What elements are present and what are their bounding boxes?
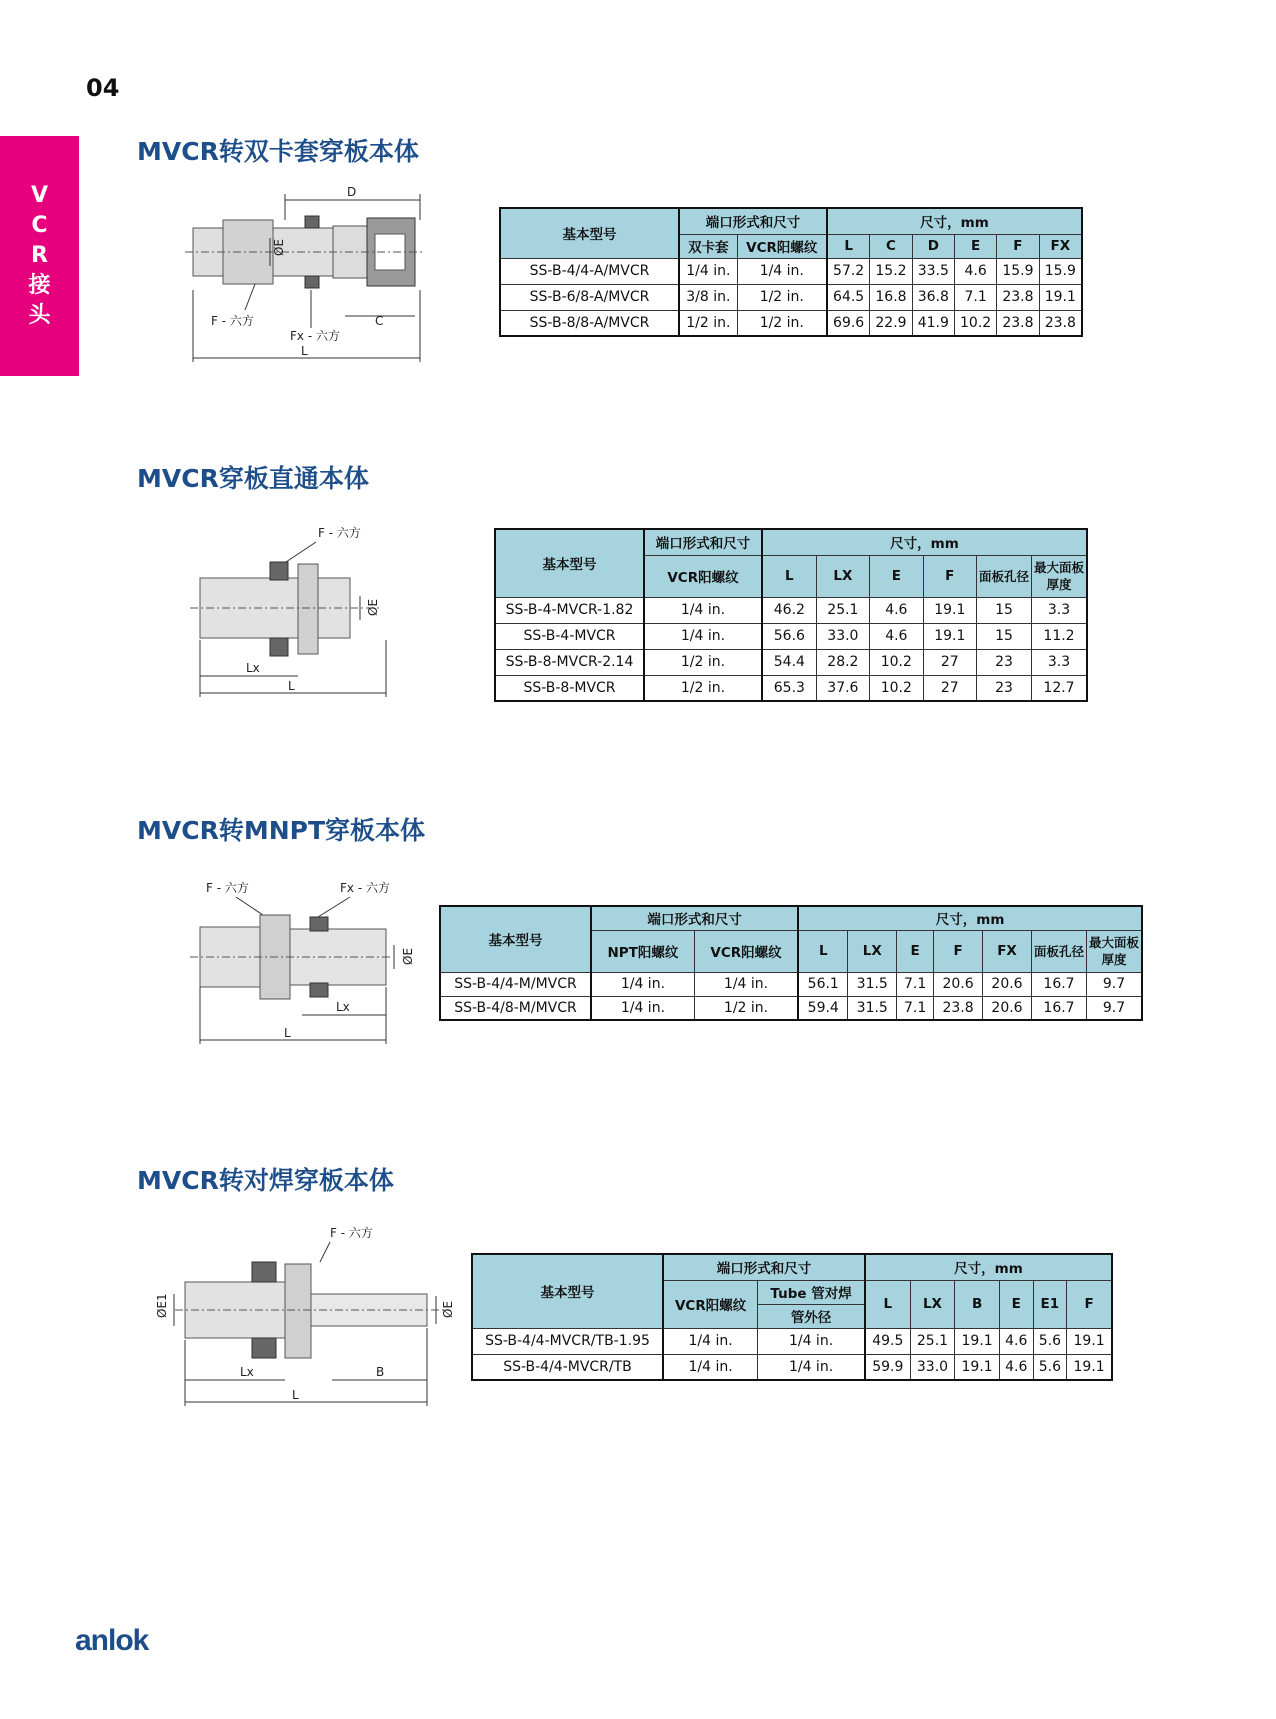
dim-label-l: L (292, 1388, 299, 1402)
cell: 1/2 in. (679, 310, 737, 336)
spec-table-3 (439, 905, 1143, 1021)
side-tab-char: 头 (28, 303, 51, 328)
cell: 20.6 (983, 972, 1032, 996)
dim-label-lx: Lx (240, 1365, 254, 1379)
table-row (495, 649, 1087, 675)
dim-label-e: ØE (441, 1300, 455, 1318)
cell: 1/4 in. (694, 972, 798, 996)
cell: 19.1 (1067, 1354, 1112, 1380)
cell: 23.8 (997, 310, 1039, 336)
col-header-model: 基本型号 (440, 906, 591, 972)
dim-label-c: C (375, 314, 384, 328)
col-header: LX (910, 1280, 955, 1328)
cell: 10.2 (870, 649, 923, 675)
cell: 7.1 (897, 972, 934, 996)
cell: 27 (923, 649, 976, 675)
cell: 1/4 in. (758, 1328, 865, 1354)
cell: 23.8 (1039, 310, 1082, 336)
side-tab-char: R (31, 243, 48, 268)
cell: SS-B-4-MVCR (495, 623, 644, 649)
col-header-model: 基本型号 (495, 529, 644, 597)
col-header: 最大面板厚度 (1032, 555, 1088, 597)
cell: 7.1 (897, 996, 934, 1020)
cell: 15 (977, 623, 1032, 649)
spec-table-2 (494, 528, 1088, 702)
cell: 1/2 in. (737, 284, 827, 310)
dim-label-d: D (347, 185, 357, 199)
table-row (440, 996, 1142, 1020)
col-header-model: 基本型号 (472, 1254, 663, 1328)
cell: 33.0 (910, 1354, 955, 1380)
dim-label-b: B (376, 1365, 385, 1379)
fitting-diagram-3 (190, 875, 430, 1055)
cell: 7.1 (954, 284, 996, 310)
col-header: L (798, 930, 848, 972)
cell: SS-B-8/8-A/MVCR (500, 310, 679, 336)
cell: 1/4 in. (679, 258, 737, 284)
col-header: E (999, 1280, 1033, 1328)
col-header: F (923, 555, 976, 597)
dim-label-lx: Lx (246, 661, 260, 675)
col-header: C (870, 234, 912, 258)
spec-table-4 (471, 1253, 1113, 1381)
cell: 19.1 (955, 1328, 1000, 1354)
side-tab-char: C (31, 213, 48, 238)
spec-table-1 (499, 207, 1083, 337)
cell: 54.4 (762, 649, 816, 675)
col-header-port: 端口形式和尺寸 (679, 208, 827, 234)
col-header: 双卡套 (679, 234, 737, 258)
cell: 16.7 (1032, 972, 1087, 996)
cell: 19.1 (955, 1354, 1000, 1380)
side-tab-char: 接 (28, 273, 51, 298)
cell: SS-B-4/4-MVCR/TB (472, 1354, 663, 1380)
col-header: FX (1039, 234, 1082, 258)
col-header: 最大面板厚度 (1087, 930, 1143, 972)
cell: 31.5 (848, 972, 897, 996)
cell: 3/8 in. (679, 284, 737, 310)
cell: 1/4 in. (758, 1354, 865, 1380)
cell: SS-B-4/8-M/MVCR (440, 996, 591, 1020)
col-header-dim: 尺寸，mm (762, 529, 1087, 555)
col-header: NPT阳螺纹 (591, 930, 694, 972)
cell: SS-B-8-MVCR-2.14 (495, 649, 644, 675)
cell: 19.1 (923, 623, 976, 649)
cell: 4.6 (999, 1354, 1033, 1380)
cell: 1/2 in. (644, 649, 762, 675)
brand-logo: anlok (75, 1624, 149, 1657)
cell: 1/4 in. (591, 996, 694, 1020)
cell: 16.8 (870, 284, 912, 310)
dim-label-l: L (288, 679, 295, 693)
cell: 27 (923, 675, 976, 701)
table-row (495, 623, 1087, 649)
cell: 15.2 (870, 258, 912, 284)
cell: 64.5 (827, 284, 870, 310)
cell: 33.5 (912, 258, 954, 284)
cell: 1/4 in. (591, 972, 694, 996)
dim-label-e: ØE (401, 947, 415, 965)
dim-label-f: F - 六方 (318, 526, 361, 540)
col-header: E (870, 555, 923, 597)
dim-label-f: F - 六方 (206, 881, 249, 895)
fitting-diagram-1 (185, 180, 425, 365)
cell: 23.8 (997, 284, 1039, 310)
col-header: L (865, 1280, 910, 1328)
cell: 36.8 (912, 284, 954, 310)
cell: 31.5 (848, 996, 897, 1020)
cell: SS-B-4/4-M/MVCR (440, 972, 591, 996)
col-header: E (897, 930, 934, 972)
cell: 1/2 in. (737, 310, 827, 336)
cell: 69.6 (827, 310, 870, 336)
side-category-tab (0, 136, 79, 376)
section-title: MVCR转MNPT穿板本体 (137, 816, 426, 845)
cell: 59.4 (798, 996, 848, 1020)
cell: 20.6 (934, 972, 983, 996)
cell: 25.1 (910, 1328, 955, 1354)
cell: 33.0 (816, 623, 869, 649)
cell: SS-B-8-MVCR (495, 675, 644, 701)
cell: 3.3 (1032, 649, 1088, 675)
cell: 1/2 in. (644, 675, 762, 701)
dim-label-l: L (301, 344, 308, 358)
cell: 19.1 (923, 597, 976, 623)
cell: 4.6 (870, 597, 923, 623)
cell: SS-B-4/4-MVCR/TB-1.95 (472, 1328, 663, 1354)
section-title: MVCR转双卡套穿板本体 (137, 137, 419, 166)
dim-label-fx: Fx - 六方 (290, 329, 340, 343)
dim-label-e1: ØE1 (155, 1293, 169, 1318)
fitting-diagram-4 (150, 1220, 460, 1410)
col-header: VCR阳螺纹 (737, 234, 827, 258)
dim-label-f: F - 六方 (211, 314, 254, 328)
cell: 1/4 in. (663, 1354, 758, 1380)
cell: 1/2 in. (694, 996, 798, 1020)
cell: 25.1 (816, 597, 869, 623)
section-title: MVCR穿板直通本体 (137, 464, 369, 493)
table-row (472, 1328, 1112, 1354)
cell: 10.2 (870, 675, 923, 701)
cell: 5.6 (1033, 1328, 1067, 1354)
cell: SS-B-4/4-A/MVCR (500, 258, 679, 284)
cell: 28.2 (816, 649, 869, 675)
col-header: 面板孔径 (977, 555, 1032, 597)
cell: 15.9 (1039, 258, 1082, 284)
col-header: Tube 管对焊 (758, 1280, 865, 1304)
col-header: LX (848, 930, 897, 972)
page-number: 04 (86, 74, 120, 102)
cell: 41.9 (912, 310, 954, 336)
cell: 16.7 (1032, 996, 1087, 1020)
cell: 22.9 (870, 310, 912, 336)
section-title: MVCR转对焊穿板本体 (137, 1166, 394, 1195)
cell: SS-B-6/8-A/MVCR (500, 284, 679, 310)
cell: 1/4 in. (644, 597, 762, 623)
cell: 65.3 (762, 675, 816, 701)
cell: 19.1 (1039, 284, 1082, 310)
table-row (495, 675, 1087, 701)
table-row (495, 597, 1087, 623)
col-header: LX (816, 555, 869, 597)
cell: 59.9 (865, 1354, 910, 1380)
cell: 20.6 (983, 996, 1032, 1020)
table-row (472, 1354, 1112, 1380)
side-tab-char: V (30, 183, 49, 208)
cell: 15.9 (997, 258, 1039, 284)
col-header: VCR阳螺纹 (694, 930, 798, 972)
table-row (500, 284, 1082, 310)
dim-label-e: ØE (272, 238, 286, 256)
cell: 4.6 (870, 623, 923, 649)
col-header-dim: 尺寸，mm (827, 208, 1082, 234)
col-header-dim: 尺寸，mm (798, 906, 1142, 930)
cell: 1/4 in. (663, 1328, 758, 1354)
col-header: E1 (1033, 1280, 1067, 1328)
dim-label-lx: Lx (336, 1000, 350, 1014)
dim-label-e: ØE (366, 598, 380, 616)
col-header: 面板孔径 (1032, 930, 1087, 972)
col-header-model: 基本型号 (500, 208, 679, 258)
cell: 23 (977, 675, 1032, 701)
col-header: F (934, 930, 983, 972)
col-header: D (912, 234, 954, 258)
col-header-port: 端口形式和尺寸 (663, 1254, 865, 1280)
cell: 46.2 (762, 597, 816, 623)
col-header: L (827, 234, 870, 258)
cell: 15 (977, 597, 1032, 623)
cell: 37.6 (816, 675, 869, 701)
cell: 12.7 (1032, 675, 1088, 701)
dim-label-f: F - 六方 (330, 1226, 373, 1240)
cell: 4.6 (954, 258, 996, 284)
cell: 10.2 (954, 310, 996, 336)
cell: 56.1 (798, 972, 848, 996)
fitting-diagram-2 (190, 520, 430, 700)
col-header: 管外径 (758, 1304, 865, 1328)
cell: 23.8 (934, 996, 983, 1020)
col-header-port: 端口形式和尺寸 (591, 906, 798, 930)
cell: 11.2 (1032, 623, 1088, 649)
cell: 1/4 in. (737, 258, 827, 284)
cell: 3.3 (1032, 597, 1088, 623)
dim-label-l: L (284, 1026, 291, 1040)
cell: 9.7 (1087, 996, 1143, 1020)
col-header-port: 端口形式和尺寸 (644, 529, 762, 555)
dim-label-fx: Fx - 六方 (340, 881, 390, 895)
col-header: E (954, 234, 996, 258)
cell: 9.7 (1087, 972, 1143, 996)
col-header: L (762, 555, 816, 597)
table-row (440, 972, 1142, 996)
col-header: F (1067, 1280, 1112, 1328)
cell: 1/4 in. (644, 623, 762, 649)
col-header: F (997, 234, 1039, 258)
col-header-dim: 尺寸，mm (865, 1254, 1112, 1280)
cell: 19.1 (1067, 1328, 1112, 1354)
cell: SS-B-4-MVCR-1.82 (495, 597, 644, 623)
cell: 57.2 (827, 258, 870, 284)
cell: 5.6 (1033, 1354, 1067, 1380)
col-header: FX (983, 930, 1032, 972)
cell: 23 (977, 649, 1032, 675)
cell: 4.6 (999, 1328, 1033, 1354)
cell: 49.5 (865, 1328, 910, 1354)
table-row (500, 258, 1082, 284)
col-header: B (955, 1280, 1000, 1328)
table-row (500, 310, 1082, 336)
col-header: VCR阳螺纹 (644, 555, 762, 597)
col-header: VCR阳螺纹 (663, 1280, 758, 1328)
cell: 56.6 (762, 623, 816, 649)
